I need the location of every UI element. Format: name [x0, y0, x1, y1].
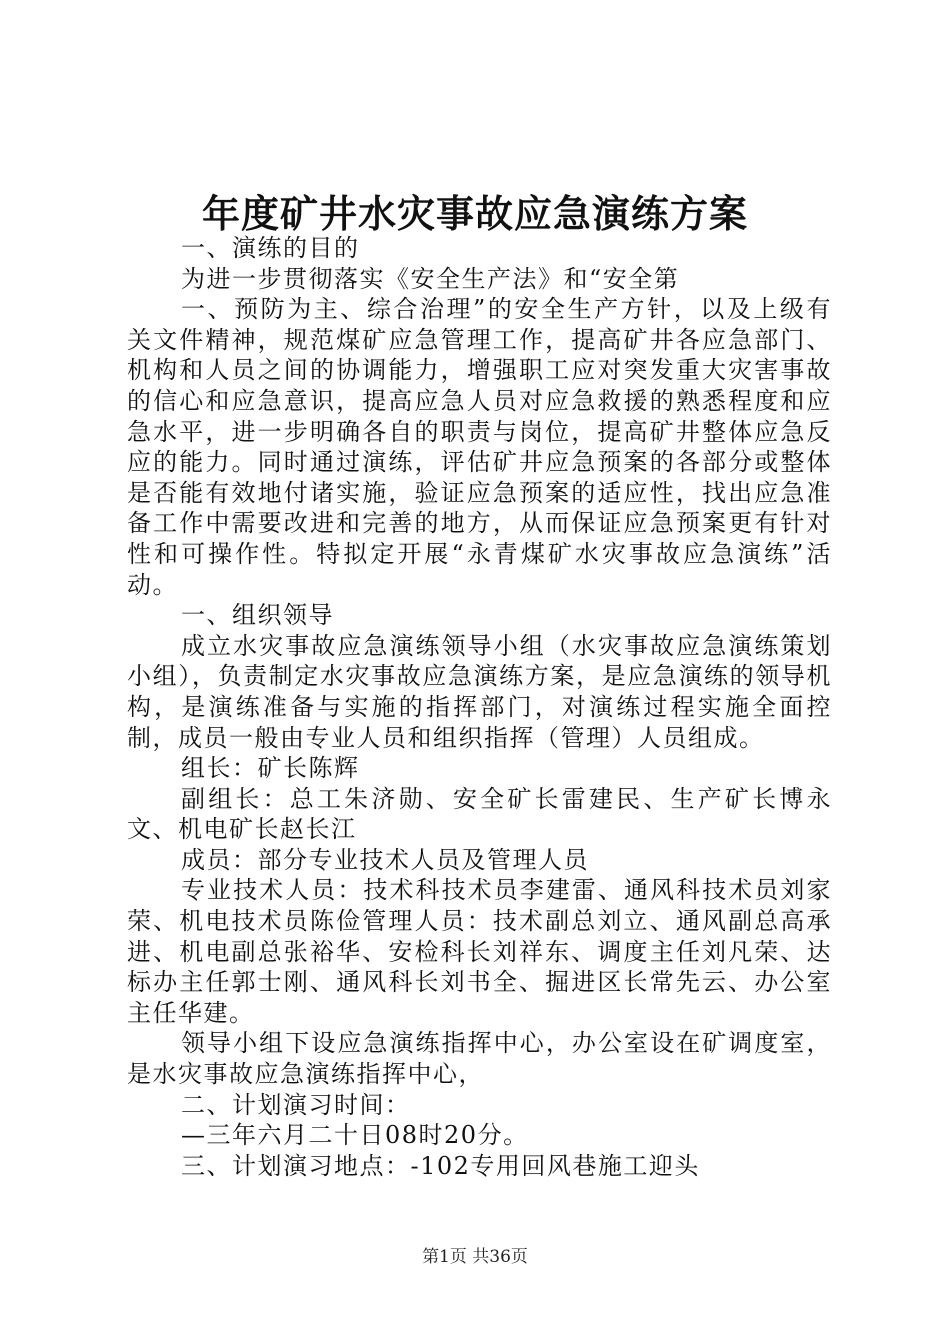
section-heading-location: 三、计划演习地点：-102专用回风巷施工迎头 [181, 1151, 700, 1180]
document-title: 年度矿井水灾事故应急演练方案 [201, 191, 748, 236]
document-body [127, 233, 832, 1181]
section-heading-organization: 一、组织领导 [181, 601, 334, 630]
section-heading-time: 二、计划演习时间： [181, 1090, 411, 1119]
paragraph-members: 成员：部分专业技术人员及管理人员 [181, 845, 589, 874]
paragraph-drill-time: —三年六月二十日08时20分。 [181, 1121, 529, 1150]
paragraph-command-center: 领导小组下设应急演练指挥中心，办公室设在矿调度室，是水灾事故应急演练指挥中心， [127, 1029, 832, 1089]
paragraph-technical-staff: 专业技术人员：技术科技术员李建雷、通风科技术员刘家荣、机电技术员陈俭管理人员：技术副总刘立、通风副总高承进、机电副总张裕华、安检科长刘祥东、调度主任刘凡荣、达标办主任郭士刚、通风科长刘书全、掘进区长常先云、办公室主任华建。 [127, 876, 832, 1027]
paragraph-leadership-group: 成立水灾事故应急演练领导小组（水灾事故应急演练策划小组），负责制定水灾事故应急演练方案，是应急演练的领导机构，是演练准备与实施的指挥部门，对演练过程实施全面控制，成员一般由专业人员和组织指挥（管理）人员组成。 [127, 631, 832, 752]
paragraph-purpose-body: 一、预防为主、综合治理”的安全生产方针，以及上级有关文件精神，规范煤矿应急管理工作，提高矿井各应急部门、机构和人员之间的协调能力，增强职工应对突发重大灾害事故的信心和应急意识，提高应急人员对应急救援的熟悉程度和应急水平，进一步明确各自的职责与岗位，提高矿井整体应急反应的能力。同时通过演练，评估矿井应急预案的各部分或整体是否能有效地付诸实施，验证应急预案的适应性，找出应急准备工作中需要改进和完善的地方，从而保证应急预案更有针对性和可操作性。特拟定开展“永青煤矿水灾事故应急演练”活动。 [127, 295, 832, 599]
paragraph-purpose-intro: 为进一步贯彻落实《安全生产法》和“安全第 [181, 264, 680, 293]
paragraph-group-leader: 组长：矿长陈辉 [181, 754, 360, 783]
page-number-footer: 第1页 共36页 [422, 1247, 528, 1267]
section-heading-purpose: 一、演练的目的 [181, 234, 360, 262]
paragraph-deputy-leaders: 副组长：总工朱济勋、安全矿长雷建民、生产矿长博永文、机电矿长赵长江 [127, 784, 832, 844]
